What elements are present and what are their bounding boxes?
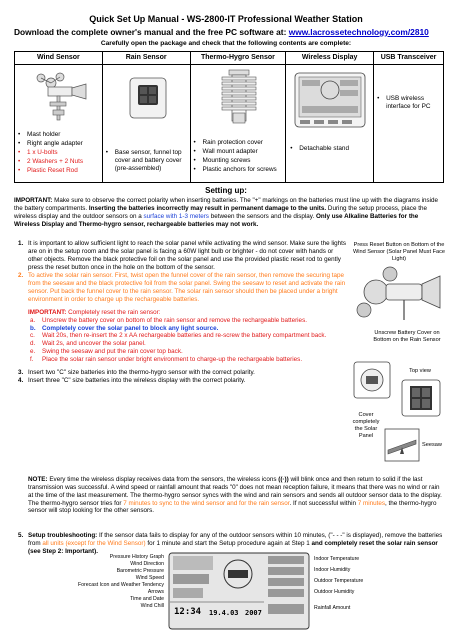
substep-d (18, 340, 348, 348)
display-items-list (290, 145, 370, 154)
during-b: between the sensors and the display. (208, 212, 316, 220)
note-d: , the thermo-hygro sensor will stop looking for the other sensors. (28, 499, 437, 515)
label-forecast: Forecast Icon and Weather Tendency Arrows (77, 582, 164, 595)
step-1 (18, 240, 348, 271)
step-1-number: 1. (18, 240, 24, 247)
cell-rain-sensor (102, 65, 190, 183)
substep-b-letter: b. (30, 324, 36, 332)
contents-table (14, 51, 444, 183)
rain-sensor-top-diagram (400, 378, 442, 418)
step-5-a: If the sensor data fails to display for any of the outdoor sensors within 10 minutes, ("- - -" is displayed), remove the batteries from (28, 532, 443, 547)
label-outdoor-humidity: Outdoor Humidity (314, 589, 355, 595)
seesaw-diagram (384, 428, 420, 462)
important-bold: Inserting the batteries incorrectly may result in permanent damage to the units. (88, 204, 327, 212)
step-4-text: Insert three "C" size batteries into the wireless display with the correct polarity. (28, 376, 246, 384)
note-b: will blink once and then return to solid if the last transmission was successful. A wind speed or rainfall amount that reads "0" does not mean reception failure, it means that there was no wind or rain at the time of the last measurement. The thermo-hygro sensor syncs with the wind and rain sensors and sends all outdoor sensor data to the display. The thermo-hygro sensor tries for (28, 476, 442, 507)
usb-items-list (377, 95, 441, 112)
substep-f (18, 356, 348, 364)
step-2 (18, 272, 348, 303)
important-text: Make sure to observe the correct polarity when inserting batteries. The "+" markings on the batteries must line up with the diagrams inside the battery compartments. (14, 197, 439, 212)
label-wind-chill: Wind Chill (140, 603, 164, 609)
download-link[interactable]: www.lacrossetechnology.com/2810 (288, 27, 429, 37)
step-2-text: To active the solar rain sensor. First, twist open the funnel cover of the rain sensor, then remove the securing tape from the seesaw and the black protective foil from the solar panel. Swing the seesaw to reset and activate the rain sensor. Put back the funnel cover to the rain sensor. The solar rain sensor should then be placed under a bright environment in order to charge up the rechargeable batteries. (28, 272, 346, 304)
steps-block (18, 240, 348, 385)
note-c: . If not successful within (289, 499, 358, 507)
substep-c (18, 332, 348, 340)
manual-title: Quick Set Up Manual - WS-2800-IT Professional Weather Station (89, 14, 363, 24)
step-3-text: Insert two "C" size batteries into the thermo-hygro sensor with the correct polarity. (28, 368, 255, 376)
step-5-orange: all units (except for the Wind Sensor) (42, 539, 146, 547)
top-view-label: Top view (409, 368, 431, 374)
step-5-bold: Setup troubleshooting: (28, 532, 98, 539)
label-outdoor-temp: Outdoor Temperature (314, 578, 364, 584)
important-paragraph (14, 197, 444, 228)
label-pressure-history: Pressure History Graph (109, 554, 164, 560)
cell-wind-sensor (15, 65, 103, 183)
step-5-bold2: and completely reset the solar rain sensor (see Step 2: Important). (28, 539, 438, 555)
rain-sensor-bottom-diagram (352, 360, 392, 400)
substep-a-text: Unscrew the battery cover on bottom of the rain sensor and remove the rechargeable batteries. (42, 316, 307, 324)
download-line (14, 27, 444, 38)
rain-items-list (106, 149, 188, 174)
header-usb-transceiver: USB Transceiver (374, 52, 444, 65)
during-a: During the setup process, place the wireless display and the outdoor sensors on a (14, 204, 427, 220)
header-wind-sensor: Wind Sensor (15, 52, 103, 65)
lcd-year: 2007 (245, 609, 262, 617)
header-rain-sensor: Rain Sensor (102, 52, 190, 65)
usb-item: • USB wireless interface for PC (377, 95, 441, 111)
wind-item: • Mast holder (18, 131, 83, 139)
substep-f-letter: f. (30, 356, 34, 364)
step-5-b: for 1 minute and start the Setup procedure again at Step 1 (145, 539, 312, 547)
wind-item: • Plastic Reset Rod (18, 167, 83, 175)
thermo-item: • Wall mount adapter (194, 148, 286, 156)
header-wireless-display: Wireless Display (286, 52, 374, 65)
press-reset-label: Press Reset Button on Bottom of the Wind Sensor (Solar Panel Must Face Light) (352, 242, 446, 262)
step-4 (18, 377, 348, 385)
display-item: • Detachable stand (290, 145, 370, 153)
during-blue: surface with 1-3 meters (143, 212, 209, 220)
substep-d-letter: d. (30, 340, 36, 348)
label-indoor-temp: Indoor Temperature (314, 556, 360, 562)
setup-heading: Setting up: (205, 186, 247, 195)
step-3 (18, 369, 348, 377)
rain-item: • Base sensor, funnel top cover and battery cover (pre-assembled) (106, 149, 188, 173)
step-2-number: 2. (18, 272, 24, 280)
substep-d-text: Wait 2s, and uncover the solar panel. (42, 340, 146, 348)
note-label: NOTE: (28, 476, 48, 483)
cover-solar-label: Cover completely the Solar Panel (352, 412, 380, 439)
label-rainfall: Rainfall Amount (314, 605, 351, 611)
unscrew-battery-label: Unscrew Battery Cover on Bottom on the Rain Sensor (373, 330, 441, 343)
substep-a-letter: a. (30, 316, 36, 324)
thermo-hygro-illustration (217, 69, 261, 131)
step-3-number: 3. (18, 368, 24, 376)
label-time-date: Time and Date (130, 596, 164, 602)
lcd-date: 19.4.03 (209, 609, 239, 617)
during-bold: Only use Alkaline Batteries for the Wireless Display and Thermo-hygro sensor, rechargeable batteries may not work. (14, 212, 419, 228)
step-4-number: 4. (18, 376, 24, 384)
cell-usb-transceiver (374, 65, 444, 183)
step-5-number: 5. (18, 532, 24, 539)
thermo-item: • Mounting screws (194, 157, 286, 165)
substep-c-letter: c. (30, 332, 35, 340)
label-barometric: Barometric Pressure (116, 568, 164, 574)
substep-b (18, 325, 348, 333)
cell-wireless-display (286, 65, 374, 183)
step-2-important-text: Completely reset the rain sensor: (66, 308, 161, 316)
note-a: Every time the wireless display receives data from the sensors, the wireless icons (47, 476, 279, 483)
lcd-display (168, 552, 310, 630)
wind-sensor-bottom-diagram (356, 262, 442, 324)
substep-e-text: Swing the seesaw and put the rain cover top back. (42, 348, 183, 356)
header-thermo-hygro: Thermo-Hygro Sensor (190, 52, 286, 65)
step-2-important-label: IMPORTANT: (28, 308, 67, 316)
seesaw-label: Seesaw (422, 442, 442, 448)
substep-c-text: Wait 20s, then re-insert the 2 x AA rechargeable batteries and re-screw the battery compartment back. (42, 332, 327, 340)
note-orange-1: 7 minutes to sync to the wind sensor and for the rain sensor (123, 499, 290, 507)
substep-e-letter: e. (30, 348, 36, 356)
substep-b-text: Completely cover the solar panel to block any light source. (42, 324, 219, 332)
wind-item: • 1 x U-bolts (18, 149, 83, 157)
download-text: Download the complete owner's manual and the free PC software at: (14, 27, 289, 37)
step-2-important (18, 309, 348, 317)
display-diagram (64, 552, 410, 634)
wind-items-list (18, 131, 83, 176)
step-1-text: It is important to allow sufficient light to reach the solar panel while activating the wind sensor. Make sure the lights are on in the setup room and the solar panel is facing a 60W light bulb or brighter - do not cover with hands or other objects. Remove the black protective foil on the solar panel and use the provided plastic reset rod to gently press the reset button once in the hole on the bottom of the sensor. (28, 240, 347, 271)
label-indoor-humidity: Indoor Humidity (314, 567, 351, 573)
substep-f-text: Place the solar rain sensor under bright environment to charge-up the rechargeable batteries. (42, 356, 303, 364)
thermo-item: • Plastic anchors for screws (194, 166, 286, 174)
label-wind-speed: Wind Speed (135, 575, 164, 581)
substep-e (18, 348, 348, 356)
note-paragraph (28, 476, 442, 515)
wind-item: • 2 Washers + 2 Nuts (18, 158, 83, 166)
wind-item: • Right angle adapter (18, 140, 83, 148)
wireless-display-illustration (294, 72, 366, 128)
note-orange-2: 7 minutes (357, 499, 386, 507)
label-wind-direction: Wind Direction (130, 561, 164, 567)
lcd-time: 12:34 (174, 607, 202, 617)
wind-sensor-illustration (31, 69, 89, 125)
substep-a (18, 317, 348, 325)
cell-thermo-hygro (190, 65, 286, 183)
important-label: IMPORTANT: (14, 197, 53, 204)
package-instruction: Carefully open the package and check that the following contents are complete: (100, 40, 352, 47)
wireless-icon: ((·)) (278, 476, 289, 483)
thermo-items-list (194, 139, 286, 175)
thermo-item: • Rain protection cover (194, 139, 286, 147)
rain-sensor-illustration (127, 75, 169, 121)
